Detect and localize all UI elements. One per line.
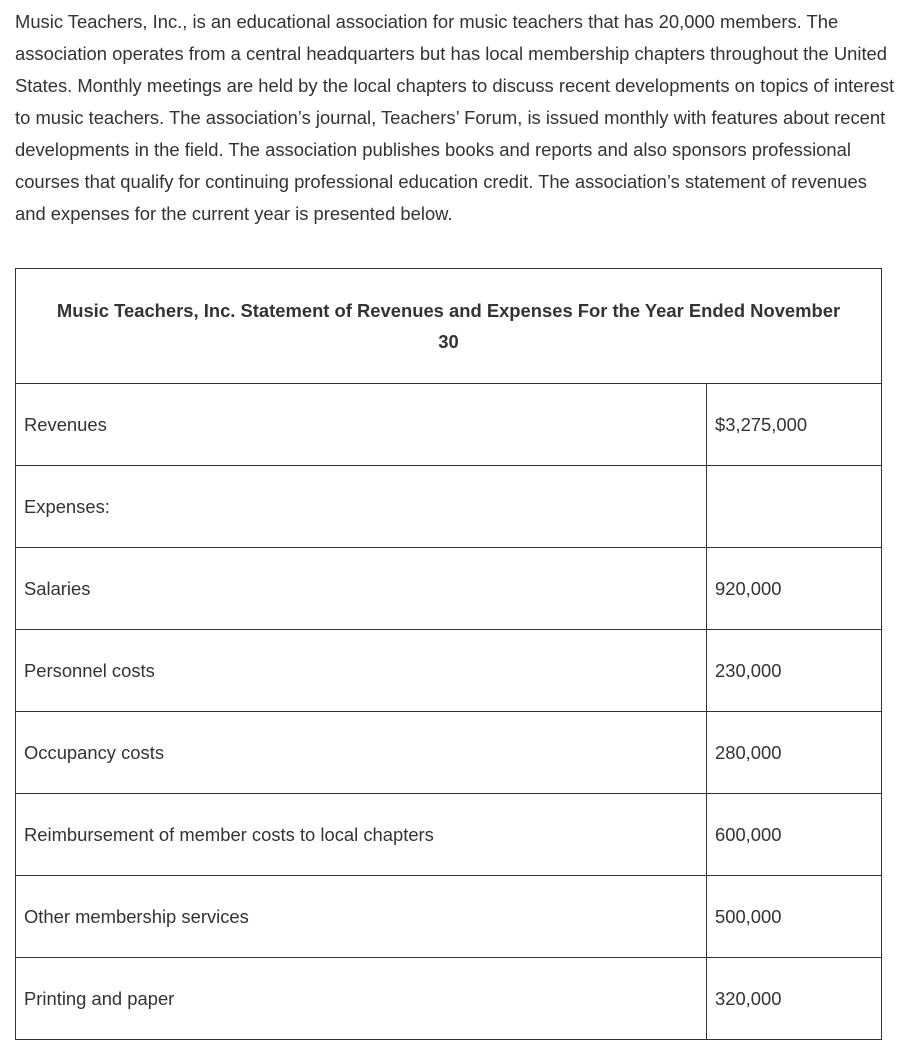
- row-label: Revenues: [16, 384, 707, 466]
- row-amount: 600,000: [707, 794, 882, 876]
- statement-title-row: [16, 269, 882, 384]
- statement-table: [15, 268, 882, 1040]
- row-amount: 500,000: [707, 876, 882, 958]
- table-row: [16, 466, 882, 548]
- table-row: [16, 958, 882, 1040]
- row-label: Printing and paper: [16, 958, 707, 1040]
- row-label: Reimbursement of member costs to local chapters: [16, 794, 707, 876]
- row-label: Salaries: [16, 548, 707, 630]
- table-row: [16, 384, 882, 466]
- row-label: Other membership services: [16, 876, 707, 958]
- row-amount: 320,000: [707, 958, 882, 1040]
- statement-title: Music Teachers, Inc. Statement of Revenues and Expenses For the Year Ended November 30: [16, 269, 882, 384]
- row-label: Occupancy costs: [16, 712, 707, 794]
- row-label: Expenses:: [16, 466, 707, 548]
- row-amount: 230,000: [707, 630, 882, 712]
- table-row: [16, 630, 882, 712]
- table-row: [16, 794, 882, 876]
- row-amount: [707, 466, 882, 548]
- table-row: [16, 712, 882, 794]
- row-amount: 920,000: [707, 548, 882, 630]
- row-amount: 280,000: [707, 712, 882, 794]
- row-amount: $3,275,000: [707, 384, 882, 466]
- table-row: [16, 876, 882, 958]
- intro-paragraph: Music Teachers, Inc., is an educational association for music teachers that has 20,000 members. The association operates from a central headquarters but has local membership chapters throughout the United States. Monthly meetings are held by the local chapters to discuss recent developments on topics of interest to music teachers. The association’s journal, Teachers’ Forum, is issued monthly with features about recent developments in the field. The association publishes books and reports and also sponsors professional courses that qualify for continuing professional education credit. The association’s statement of revenues and expenses for the current year is presented below.: [15, 11, 895, 224]
- table-row: [16, 548, 882, 630]
- row-label: Personnel costs: [16, 630, 707, 712]
